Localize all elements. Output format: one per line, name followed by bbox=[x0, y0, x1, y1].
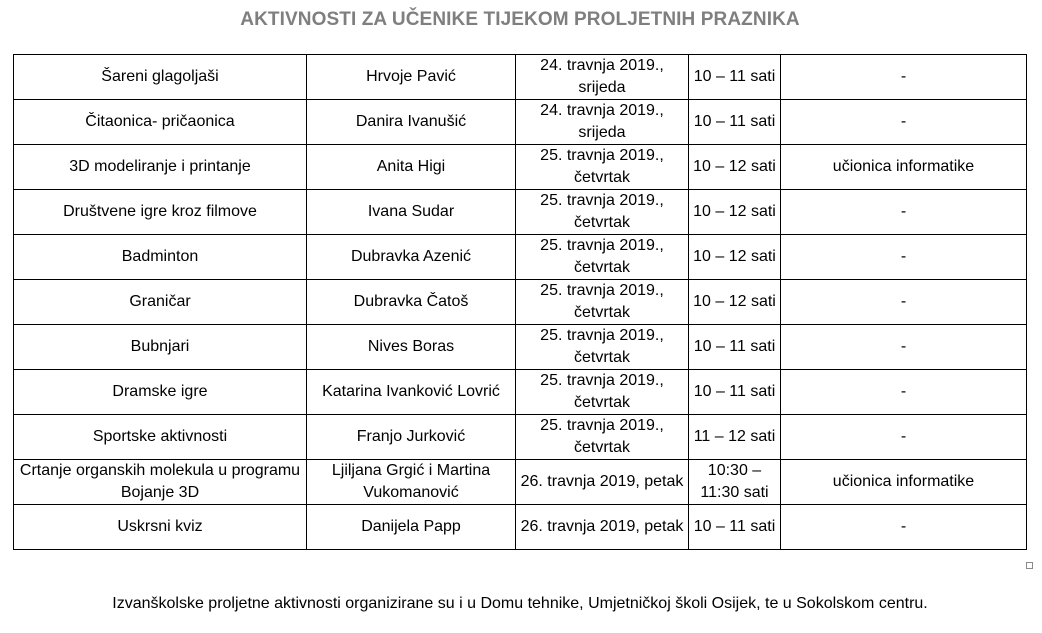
location-cell: - bbox=[781, 415, 1027, 460]
date-cell: 26. travnja 2019, petak bbox=[516, 505, 689, 550]
date-cell: 25. travnja 2019., četvrtak bbox=[516, 190, 689, 235]
location-cell: - bbox=[781, 280, 1027, 325]
activity-cell: Društvene igre kroz filmove bbox=[14, 190, 307, 235]
date-cell: 25. travnja 2019., četvrtak bbox=[516, 235, 689, 280]
date-cell: 24. travnja 2019., srijeda bbox=[516, 55, 689, 100]
time-cell: 10 – 11 sati bbox=[689, 505, 781, 550]
table-row bbox=[14, 235, 1027, 280]
table-row bbox=[14, 280, 1027, 325]
leader-cell: Danira Ivanušić bbox=[307, 100, 516, 145]
table-resize-handle[interactable] bbox=[1026, 562, 1033, 569]
leader-cell: Danijela Papp bbox=[307, 505, 516, 550]
leader-cell: Katarina Ivanković Lovrić bbox=[307, 370, 516, 415]
activities-table bbox=[13, 54, 1027, 550]
location-cell: učionica informatike bbox=[781, 145, 1027, 190]
location-cell: - bbox=[781, 370, 1027, 415]
location-cell: - bbox=[781, 190, 1027, 235]
leader-cell: Nives Boras bbox=[307, 325, 516, 370]
time-cell: 11 – 12 sati bbox=[689, 415, 781, 460]
location-cell: - bbox=[781, 55, 1027, 100]
time-cell: 10 – 11 sati bbox=[689, 100, 781, 145]
table-row bbox=[14, 325, 1027, 370]
activity-cell: Crtanje organskih molekula u programu Bojanje 3D bbox=[14, 460, 307, 505]
leader-cell: Dubravka Azenić bbox=[307, 235, 516, 280]
leader-cell: Anita Higi bbox=[307, 145, 516, 190]
activity-cell: Dramske igre bbox=[14, 370, 307, 415]
leader-cell: Dubravka Čatoš bbox=[307, 280, 516, 325]
table-row bbox=[14, 415, 1027, 460]
leader-cell: Hrvoje Pavić bbox=[307, 55, 516, 100]
date-cell: 25. travnja 2019., četvrtak bbox=[516, 280, 689, 325]
table-row bbox=[14, 190, 1027, 235]
leader-cell: Ivana Sudar bbox=[307, 190, 516, 235]
time-cell: 10 – 12 sati bbox=[689, 235, 781, 280]
footnote: Izvanškolske proljetne aktivnosti organizirane su i u Domu tehnike, Umjetničkoj školi Osijek, te u Sokolskom centru. bbox=[112, 595, 928, 612]
time-cell: 10 – 12 sati bbox=[689, 280, 781, 325]
date-cell: 24. travnja 2019., srijeda bbox=[516, 100, 689, 145]
activity-cell: Graničar bbox=[14, 280, 307, 325]
time-cell: 10 – 12 sati bbox=[689, 145, 781, 190]
date-cell: 26. travnja 2019, petak bbox=[516, 460, 689, 505]
activity-cell: Čitaonica- pričaonica bbox=[14, 100, 307, 145]
leader-cell: Franjo Jurković bbox=[307, 415, 516, 460]
location-cell: - bbox=[781, 505, 1027, 550]
table-row bbox=[14, 55, 1027, 100]
activity-cell: Uskrsni kviz bbox=[14, 505, 307, 550]
activity-cell: 3D modeliranje i printanje bbox=[14, 145, 307, 190]
time-cell: 10 – 11 sati bbox=[689, 325, 781, 370]
date-cell: 25. travnja 2019., četvrtak bbox=[516, 415, 689, 460]
table-row bbox=[14, 460, 1027, 505]
table-row bbox=[14, 100, 1027, 145]
time-cell: 10 – 11 sati bbox=[689, 55, 781, 100]
date-cell: 25. travnja 2019., četvrtak bbox=[516, 370, 689, 415]
table-row bbox=[14, 145, 1027, 190]
activity-cell: Šareni glagoljaši bbox=[14, 55, 307, 100]
activity-cell: Bubnjari bbox=[14, 325, 307, 370]
table-row bbox=[14, 505, 1027, 550]
time-cell: 10 – 12 sati bbox=[689, 190, 781, 235]
table-row bbox=[14, 370, 1027, 415]
location-cell: učionica informatike bbox=[781, 460, 1027, 505]
location-cell: - bbox=[781, 325, 1027, 370]
location-cell: - bbox=[781, 235, 1027, 280]
leader-cell: Ljiljana Grgić i Martina Vukomanović bbox=[307, 460, 516, 505]
date-cell: 25. travnja 2019., četvrtak bbox=[516, 325, 689, 370]
document-title: AKTIVNOSTI ZA UČENIKE TIJEKOM PROLJETNIH PRAZNIKA bbox=[240, 9, 800, 30]
time-cell: 10 – 11 sati bbox=[689, 370, 781, 415]
date-cell: 25. travnja 2019., četvrtak bbox=[516, 145, 689, 190]
activity-cell: Badminton bbox=[14, 235, 307, 280]
time-cell: 10:30 – 11:30 sati bbox=[689, 460, 781, 505]
location-cell: - bbox=[781, 100, 1027, 145]
activity-cell: Sportske aktivnosti bbox=[14, 415, 307, 460]
